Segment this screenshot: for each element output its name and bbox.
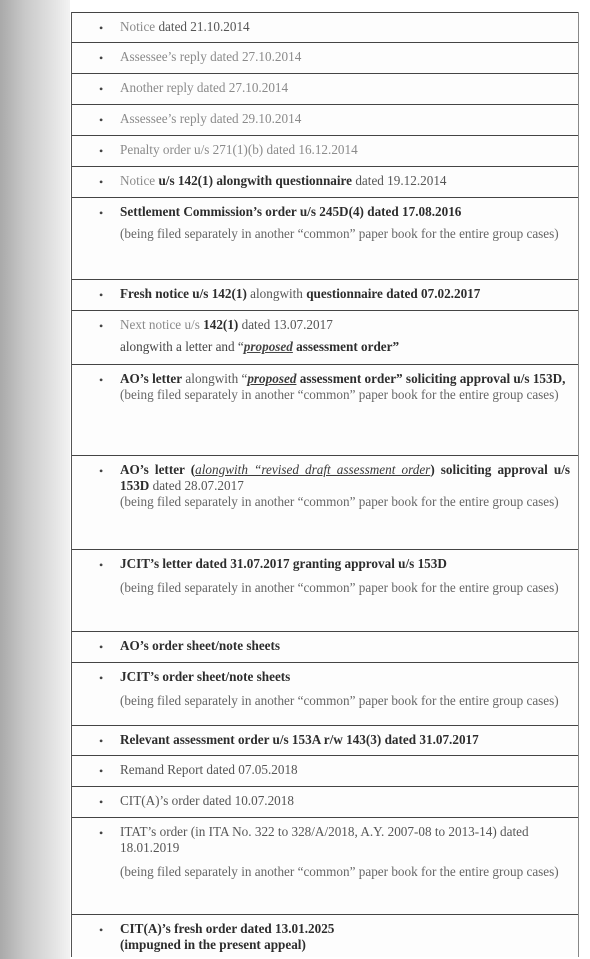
item-text: Assessee’s reply dated 27.10.2014 — [120, 49, 302, 64]
item-text-emphasis: proposed — [247, 371, 297, 386]
scan-margin-shadow — [0, 0, 70, 959]
list-item — [72, 167, 578, 198]
item-text-bold: AO’s letter — [120, 371, 183, 386]
bullet: • — [99, 734, 104, 748]
list-item — [72, 818, 578, 915]
item-text-bold: Relevant assessment order u/s 153A r/w 143(3) dated 31.07.2017 — [120, 732, 479, 747]
bullet: • — [99, 21, 104, 35]
item-text: CIT(A)’s order dated 10.07.2018 — [120, 793, 294, 808]
item-note: (being filed separately in another “common” paper book for the entire group cases) — [120, 387, 559, 402]
bullet: • — [99, 51, 104, 65]
list-item — [72, 663, 578, 726]
item-text-bold: Settlement Commission’s order u/s 245D(4) dated 17.08.2016 — [120, 204, 462, 219]
bullet: • — [99, 373, 104, 387]
bullet: • — [99, 671, 104, 685]
item-text: alongwith — [246, 286, 307, 301]
item-text: dated 19.12.2014 — [352, 173, 447, 188]
item-text: dated 21.10.2014 — [155, 19, 250, 34]
bullet: • — [99, 319, 104, 333]
list-item — [72, 136, 578, 167]
list-item — [72, 756, 578, 787]
item-text-bold: 142(1) — [203, 317, 239, 332]
item-note: (being filed separately in another “common” paper book for the entire group cases) — [120, 580, 559, 595]
item-text-bold: assessment order” — [292, 339, 400, 354]
item-text: Remand Report dated 07.05.2018 — [120, 762, 298, 777]
item-note — [120, 937, 570, 953]
item-text: Another reply dated 27.10.2014 — [120, 80, 289, 95]
item-note: (being filed separately in another “common” paper book for the entire group cases) — [120, 226, 559, 241]
item-text: alongwith a letter and “ — [120, 339, 244, 354]
item-text-bold: questionnaire dated 07.02.2017 — [306, 286, 481, 301]
item-text: Notice — [120, 19, 156, 34]
item-text: ITAT’s order (in ITA No. 322 to 328/A/2018, A.Y. 2007-08 to 2013-14) dated 18.01.2019 — [120, 824, 529, 855]
item-text-bold: CIT(A)’s fresh order dated 13.01.2025 — [120, 921, 335, 936]
bullet: • — [99, 923, 104, 937]
item-text: alongwith “ — [182, 371, 248, 386]
list-item — [72, 43, 578, 74]
bullet: • — [99, 558, 104, 572]
document-list-table — [71, 12, 579, 957]
list-item — [72, 915, 578, 957]
item-text-bold: u/s 142(1) alongwith questionnaire — [158, 173, 353, 188]
bullet: • — [99, 175, 104, 189]
item-text-bold: AO’s order sheet/note sheets — [120, 638, 281, 653]
list-item — [72, 280, 578, 311]
item-text: dated 13.07.2017 — [238, 317, 333, 332]
item-text-bold: Fresh notice u/s 142(1) — [120, 286, 247, 301]
list-item — [72, 198, 578, 280]
bullet: • — [99, 764, 104, 778]
list-item — [72, 365, 578, 456]
item-text-bold: (impugned in the present appeal) — [120, 937, 306, 952]
item-text-bold: AO’s letter ( — [120, 462, 196, 477]
list-item — [72, 456, 578, 550]
item-note: (being filed separately in another “common” paper book for the entire group cases) — [120, 693, 559, 708]
bullet: • — [99, 826, 104, 840]
item-line-2 — [120, 339, 570, 355]
item-text-emphasis: proposed — [243, 339, 293, 354]
bullet: • — [99, 640, 104, 654]
item-text: dated 28.07.2017 — [149, 478, 244, 493]
bullet: • — [99, 288, 104, 302]
bullet: • — [99, 113, 104, 127]
item-text-emphasis: alongwith “revised draft assessment order — [195, 462, 431, 477]
list-item — [72, 12, 578, 43]
list-item — [72, 787, 578, 818]
bullet: • — [99, 144, 104, 158]
bullet: • — [99, 464, 104, 478]
bullet: • — [99, 82, 104, 96]
item-note: (being filed separately in another “common” paper book for the entire group cases) — [120, 494, 559, 509]
item-text-bold: ) soliciting approval u/s 153D — [120, 462, 570, 493]
item-text-bold: assessment order” soliciting approval u/s 153D, — [296, 371, 566, 386]
item-note: (being filed separately in another “common” paper book for the entire group cases) — [120, 864, 559, 879]
list-item — [72, 550, 578, 632]
item-text: Notice — [120, 173, 159, 188]
list-item — [72, 105, 578, 136]
item-text-bold: JCIT’s order sheet/note sheets — [120, 669, 291, 684]
list-item — [72, 311, 578, 365]
item-text: Penalty order u/s 271(1)(b) dated 16.12.2014 — [120, 142, 358, 157]
item-text: Assessee’s reply dated 29.10.2014 — [120, 111, 302, 126]
list-item — [72, 74, 578, 105]
item-text: Next notice u/s — [120, 317, 204, 332]
bullet: • — [99, 206, 104, 220]
bullet: • — [99, 795, 104, 809]
item-text-bold: JCIT’s letter dated 31.07.2017 granting approval u/s 153D — [120, 556, 447, 571]
list-item — [72, 726, 578, 756]
list-item — [72, 632, 578, 663]
